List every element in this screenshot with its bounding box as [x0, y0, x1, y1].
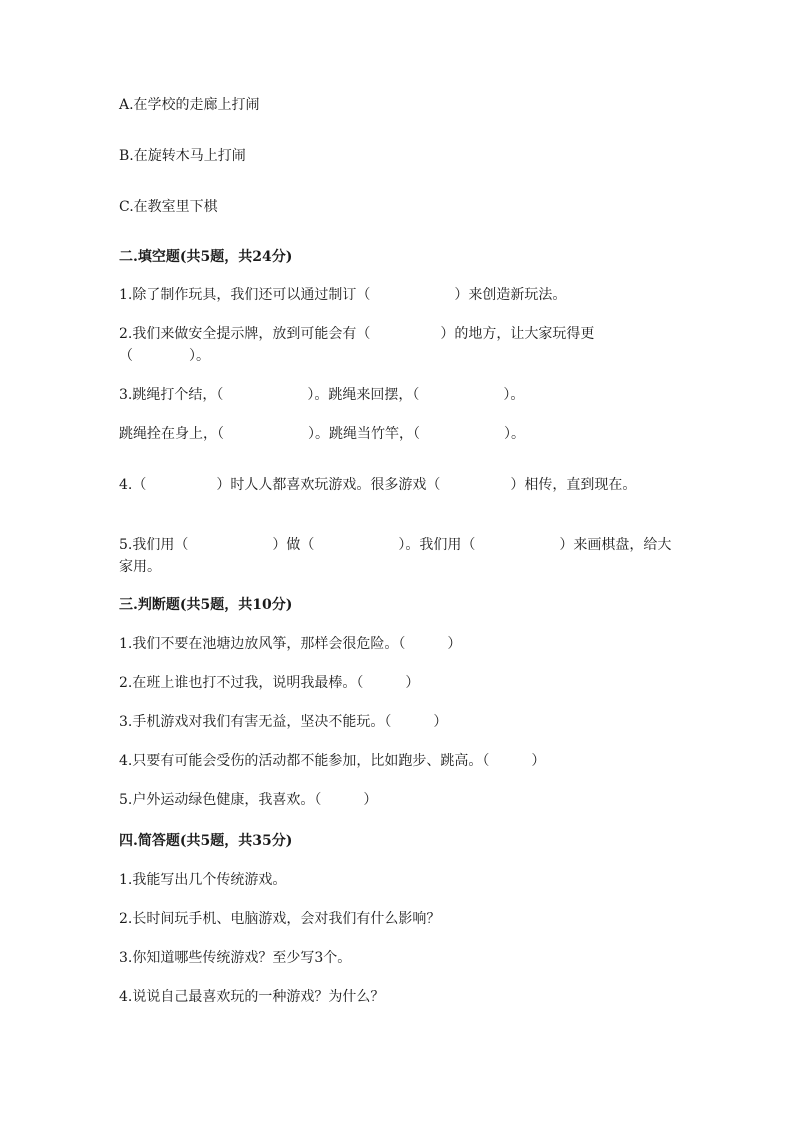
short-question-1: 1.我能写出几个传统游戏。	[119, 872, 287, 888]
fill-question-3a: 3.跳绳打个结，（ ）。跳绳来回摆，（ ）。	[119, 387, 525, 403]
judge-question-5: 5.户外运动绿色健康，我喜欢。（ ）	[119, 792, 378, 808]
short-section-title: 四.简答题(共5题，共35分)	[119, 833, 293, 849]
judge-question-2: 2.在班上谁也打不过我，说明我最棒。（ ）	[119, 675, 420, 691]
judge-question-1: 1.我们不要在池塘边放风筝，那样会很危险。（ ）	[119, 636, 462, 652]
short-question-4: 4.说说自己最喜欢玩的一种游戏？为什么？	[119, 989, 385, 1005]
fill-question-3b: 跳绳拴在身上，（ ）。跳绳当竹竿，（ ）。	[119, 426, 525, 442]
fill-question-4: 4.（ ）时人人都喜欢玩游戏。很多游戏（ ）相传，直到现在。	[119, 477, 637, 493]
choice-c: C.在教室里下棋	[119, 199, 218, 215]
judge-question-3: 3.手机游戏对我们有害无益，坚决不能玩。（ ）	[119, 714, 448, 730]
fill-section-title: 二.填空题(共5题，共24分)	[119, 249, 293, 265]
short-question-2: 2.长时间玩手机、电脑游戏，会对我们有什么影响？	[119, 911, 441, 927]
fill-question-5: 5.我们用（ ）做（ ）。我们用（ ）来画棋盘，给大家用。	[119, 537, 672, 575]
judge-section-title: 三.判断题(共5题，共10分)	[119, 597, 293, 613]
judge-question-4: 4.只要有可能会受伤的活动都不能参加，比如跑步、跳高。（ ）	[119, 753, 546, 769]
fill-question-1: 1.除了制作玩具，我们还可以通过制订（ ）来创造新玩法。	[119, 287, 567, 303]
short-question-3: 3.你知道哪些传统游戏？至少写3个。	[119, 950, 352, 966]
choice-a: A.在学校的走廊上打闹	[119, 97, 260, 113]
choice-b: B.在旋转木马上打闹	[119, 148, 246, 164]
fill-question-2: 2.我们来做安全提示牌，放到可能会有（ ）的地方，让大家玩得更（ ）。	[119, 326, 595, 364]
